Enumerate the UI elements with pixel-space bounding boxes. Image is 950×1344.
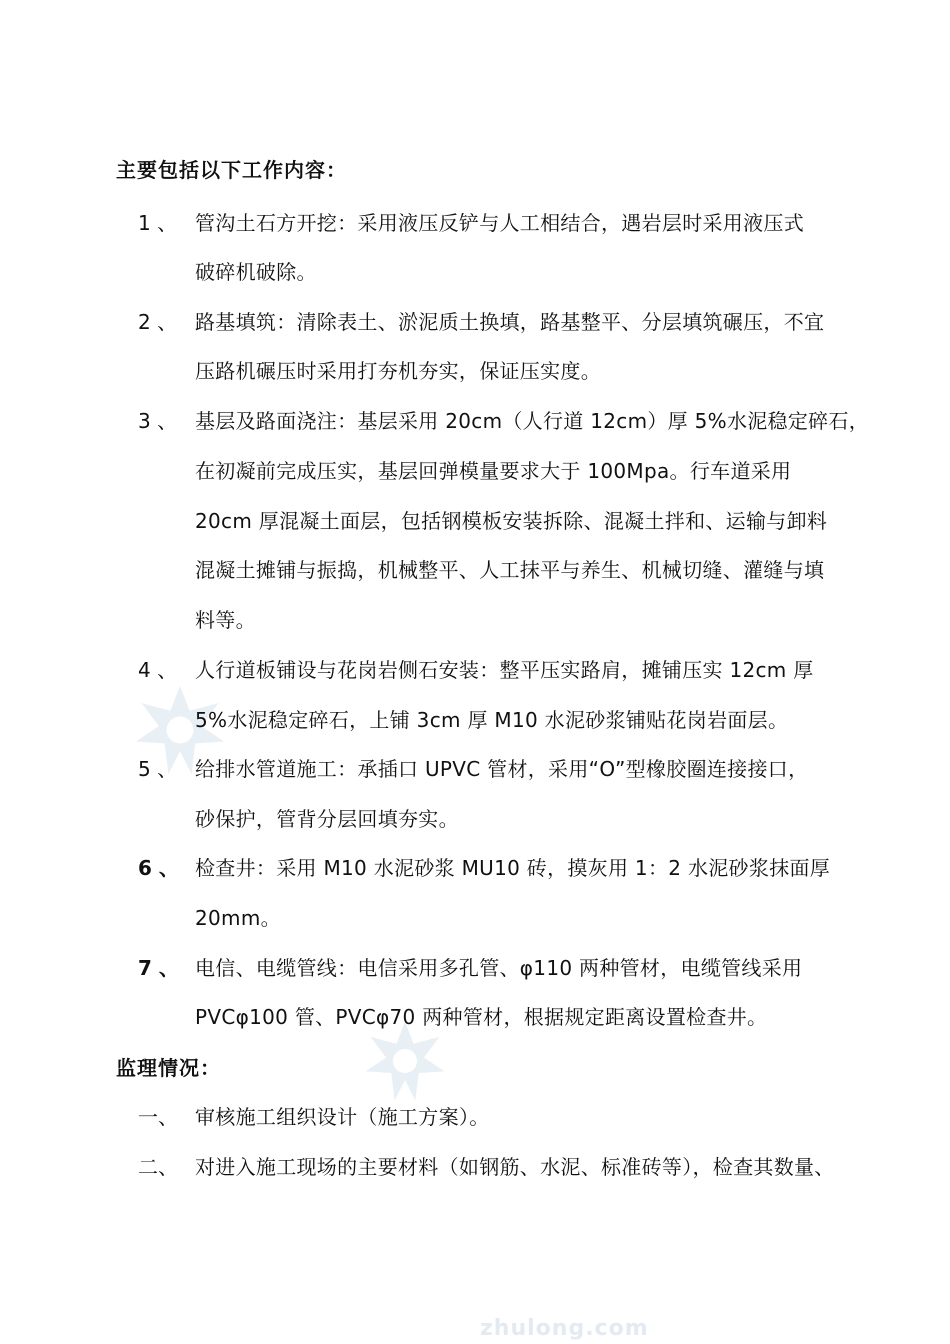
list-item-line: 给排水管道施工：承插口 UPVC 管材，采用“O”型橡胶圈连接接口， — [195, 757, 809, 781]
list-item-line: 对进入施工现场的主要材料（如钢筋、水泥、标准砖等），检查其数量、 — [195, 1155, 835, 1179]
list-number: 7 、 — [138, 956, 179, 980]
list-item-line: 电信、电缆管线：电信采用多孔管、φ110 两种管材，电缆管线采用 — [195, 956, 803, 980]
section-heading-main: 主要包括以下工作内容： — [116, 158, 347, 182]
list-number: 5 、 — [138, 757, 178, 781]
list-item-line: PVCφ100 管、PVCφ70 两种管材，根据规定距离设置检查井。 — [195, 1005, 768, 1029]
list-item-line: 审核施工组织设计（施工方案）。 — [195, 1105, 490, 1129]
list-item-line: 检查井：采用 M10 水泥砂浆 MU10 砖，摸灰用 1：2 水泥砂浆抹面厚 — [195, 856, 831, 880]
list-number: 3 、 — [138, 409, 178, 433]
list-item-line: 混凝土摊铺与振捣，机械整平、人工抹平与养生、机械切缝、灌缝与填 — [195, 558, 825, 582]
list-item-line: 5%水泥稳定碎石，上铺 3cm 厚 M10 水泥砂浆铺贴花岗岩面层。 — [195, 708, 789, 732]
list-item-line: 在初凝前完成压实，基层回弹模量要求大于 100Mpa。行车道采用 — [195, 459, 792, 483]
list-item-line: 管沟土石方开挖：采用液压反铲与人工相结合，遇岩层时采用液压式 — [195, 211, 804, 235]
watermark-text: zhulong.com — [480, 1316, 649, 1341]
list-item-line: 20cm 厚混凝土面层，包括钢模板安装拆除、混凝土拌和、运输与卸料 — [195, 509, 828, 533]
list-item-line: 破碎机破除。 — [195, 260, 317, 284]
list-number: 二、 — [138, 1155, 178, 1179]
list-item-line: 砂保护，管背分层回填夯实。 — [195, 807, 459, 831]
list-item-line: 20mm。 — [195, 906, 281, 930]
snowflake-logo-icon — [362, 1018, 448, 1104]
section-heading-supervision: 监理情况： — [116, 1056, 221, 1080]
list-item-line: 人行道板铺设与花岗岩侧石安装：整平压实路肩，摊铺压实 12cm 厚 — [195, 658, 814, 682]
list-number: 4 、 — [138, 658, 178, 682]
list-number: 6 、 — [138, 856, 179, 880]
list-item-line: 压路机碾压时采用打夯机夯实，保证压实度。 — [195, 359, 601, 383]
list-item-line: 基层及路面浇注：基层采用 20cm（人行道 12cm）厚 5%水泥稳定碎石， — [195, 409, 870, 433]
list-item-line: 路基填筑：清除表土、淤泥质土换填，路基整平、分层填筑碾压，不宜 — [195, 310, 825, 334]
list-number: 2 、 — [138, 310, 178, 334]
list-item-line: 料等。 — [195, 608, 256, 632]
list-number: 一、 — [138, 1105, 178, 1129]
list-number: 1 、 — [138, 211, 178, 235]
